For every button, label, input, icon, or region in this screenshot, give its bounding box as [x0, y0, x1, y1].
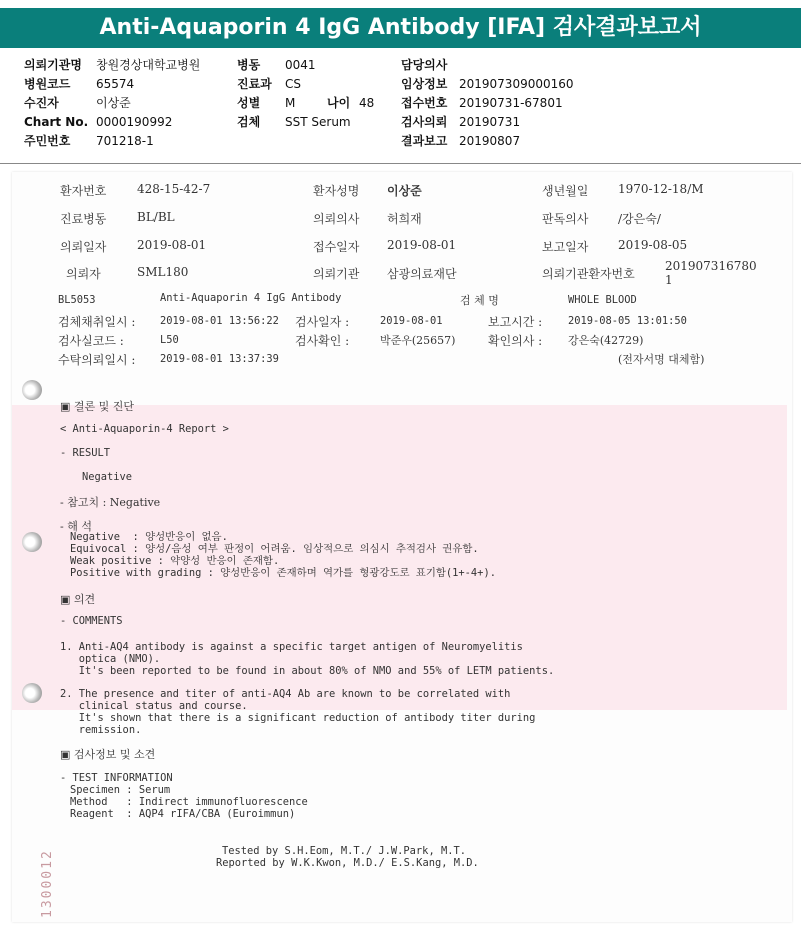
lab-code-value: L50 [160, 334, 179, 346]
binder-hole [22, 683, 42, 703]
row1-value2: 이상준 [387, 184, 422, 198]
header-col2 [237, 56, 374, 132]
patient-value: 이상준 [96, 96, 131, 110]
row3-value2: 2019-08-01 [387, 238, 457, 252]
interpretation-line: Weak positive : 약양성 반응이 존재함. [70, 555, 280, 567]
chart-no-label: Chart No. [24, 115, 89, 129]
row4-label3: 의뢰기관환자번호 [542, 267, 635, 281]
row4-value1: SML180 [137, 265, 189, 279]
received-time-value: 2019-08-01 13:37:39 [160, 353, 279, 365]
header-divider [0, 163, 801, 164]
header-col3 [401, 56, 574, 151]
row4-value3: 201907316780 [665, 259, 757, 273]
comments-label: - COMMENTS [60, 615, 123, 627]
row3-label2: 접수일자 [313, 240, 360, 254]
row2-value1: BL/BL [137, 210, 175, 224]
request-date-label: 검사의뢰 [401, 115, 448, 129]
row1-value1: 428-15-42-7 [137, 182, 211, 196]
test-name: Anti-Aquaporin 4 IgG Antibody [160, 292, 342, 304]
age-value: 48 [359, 96, 375, 110]
report-date-value: 20190807 [459, 134, 521, 148]
report-time-label: 보고시간 : [488, 315, 543, 329]
collect-time-label: 검체채취일시 : [58, 315, 136, 329]
row4-value3-suffix: 1 [665, 273, 673, 287]
report-date-label: 결과보고 [401, 134, 448, 148]
hospital-value: 창원경상대학교병원 [96, 58, 201, 72]
row2-label3: 판독의사 [542, 212, 589, 226]
comment-line: It's been reported to be found in about 80% of NMO and 55% of LETM patients. [60, 665, 555, 677]
row3-label3: 보고일자 [542, 240, 589, 254]
e-signature-note: (전자서명 대체함) [618, 353, 705, 366]
test-confirm-value: 박준우(25657) [380, 334, 456, 347]
tested-by: Tested by S.H.Eom, M.T./ J.W.Park, M.T. [222, 845, 466, 857]
section-test-info: ▣ 검사정보 및 소견 [60, 748, 156, 761]
comment-line: optica (NMO). [60, 653, 161, 665]
comment-line: remission. [60, 724, 142, 736]
result-label: - RESULT [60, 447, 111, 459]
test-code: BL5053 [58, 294, 96, 306]
resident-no-value: 701218-1 [96, 134, 154, 148]
specimen-label: 검체 [237, 115, 261, 129]
chart-no-value: 0000190992 [96, 115, 173, 129]
test-confirm-label: 검사확인 : [295, 334, 350, 348]
test-info-label: - TEST INFORMATION [60, 772, 173, 784]
clinical-info-label: 임상정보 [401, 77, 448, 91]
row2-label1: 진료병동 [60, 212, 107, 226]
hospital-code-value: 65574 [96, 77, 135, 91]
receipt-no-label: 접수번호 [401, 96, 448, 110]
reference-value: - 참고치 : Negative [60, 496, 161, 509]
side-serial-number: 1300012 [40, 849, 55, 918]
patient-label: 수진자 [24, 96, 59, 110]
hospital-code-label: 병원코드 [24, 77, 71, 91]
row3-value3: 2019-08-05 [618, 238, 688, 252]
comment-line: 2. The presence and titer of anti-AQ4 Ab are known to be correlated with [60, 688, 511, 700]
comment-line: It's shown that there is a significant reduction of antibody titer during [60, 712, 536, 724]
test-date-label: 검사일자 : [295, 315, 350, 329]
row2-value3: /강은숙/ [618, 212, 661, 226]
specimen-name-label: 검 체 명 [460, 294, 499, 307]
lab-code-label: 검사실코드 : [58, 334, 124, 348]
report-title: Anti-Aquaporin 4 IgG Antibody [IFA] 검사결과보고서 [0, 8, 801, 48]
sex-value: M [285, 96, 296, 110]
test-info-line: Specimen : Serum [70, 784, 171, 796]
interpretation-line: Equivocal : 양성/음성 여부 판정이 어려움. 임상적으로 의심시 추적검사 권유함. [70, 543, 479, 555]
collect-time-value: 2019-08-01 13:56:22 [160, 315, 279, 327]
test-date-value: 2019-08-01 [380, 315, 443, 327]
interpretation-label: - 해 석 [60, 520, 92, 533]
department-label: 진료과 [237, 77, 272, 91]
result-value: Negative [82, 471, 133, 483]
test-info-line: Method : Indirect immunofluorescence [70, 796, 308, 808]
specimen-value: SST Serum [285, 115, 351, 129]
specimen-name-value: WHOLE BLOOD [568, 294, 637, 306]
comment-line: clinical status and course. [60, 700, 248, 712]
sex-label: 성별 [237, 96, 261, 110]
ward-value: 0041 [285, 58, 316, 72]
ward-label: 병동 [237, 58, 261, 72]
binder-hole [22, 532, 42, 552]
test-info-line: Reagent : AQP4 rIFA/CBA (Euroimmun) [70, 808, 296, 820]
row1-label2: 환자성명 [313, 184, 360, 198]
interpretation-line: Negative : 양성반응이 없음. [70, 531, 228, 543]
age-label: 나이 [327, 96, 351, 110]
row1-label3: 생년월일 [542, 184, 589, 198]
row4-label1: 의뢰자 [66, 267, 101, 281]
row1-value3: 1970-12-18/M [618, 182, 704, 196]
section-opinion: ▣ 의견 [60, 593, 96, 606]
receipt-no-value: 20190731-67801 [459, 96, 563, 110]
confirm-doctor-label: 확인의사 : [488, 334, 543, 348]
reported-by: Reported by W.K.Kwon, M.D./ E.S.Kang, M.D. [216, 857, 479, 869]
report-time-value: 2019-08-05 13:01:50 [568, 315, 687, 327]
report-subtitle: < Anti-Aquaporin-4 Report > [60, 423, 229, 435]
confirm-doctor-value: 강은숙(42729) [568, 334, 644, 347]
interpretation-line: Positive with grading : 양성반응이 존재하며 역가를 형광강도로 표기함(1+-4+). [70, 567, 496, 579]
section-conclusion: ▣ 결론 및 진단 [60, 400, 135, 413]
row3-label1: 의뢰일자 [60, 240, 107, 254]
clinical-info-value: 201907309000160 [459, 77, 574, 91]
request-date-value: 20190731 [459, 115, 521, 129]
comment-line: 1. Anti-AQ4 antibody is against a specific target antigen of Neuromyelitis [60, 641, 523, 653]
row1-label1: 환자번호 [60, 184, 107, 198]
resident-no-label: 주민번호 [24, 134, 71, 148]
header-col1 [24, 56, 200, 151]
row3-value1: 2019-08-01 [137, 238, 207, 252]
row4-value2: 삼광의료재단 [387, 267, 457, 281]
binder-hole [22, 380, 42, 400]
received-time-label: 수탁의뢰일시 : [58, 353, 136, 367]
row2-label2: 의뢰의사 [313, 212, 360, 226]
department-value: CS [285, 77, 301, 91]
doctor-label: 담당의사 [401, 58, 448, 72]
row2-value2: 허희재 [387, 212, 422, 226]
hospital-label: 의뢰기관명 [24, 58, 82, 72]
row4-label2: 의뢰기관 [313, 267, 360, 281]
